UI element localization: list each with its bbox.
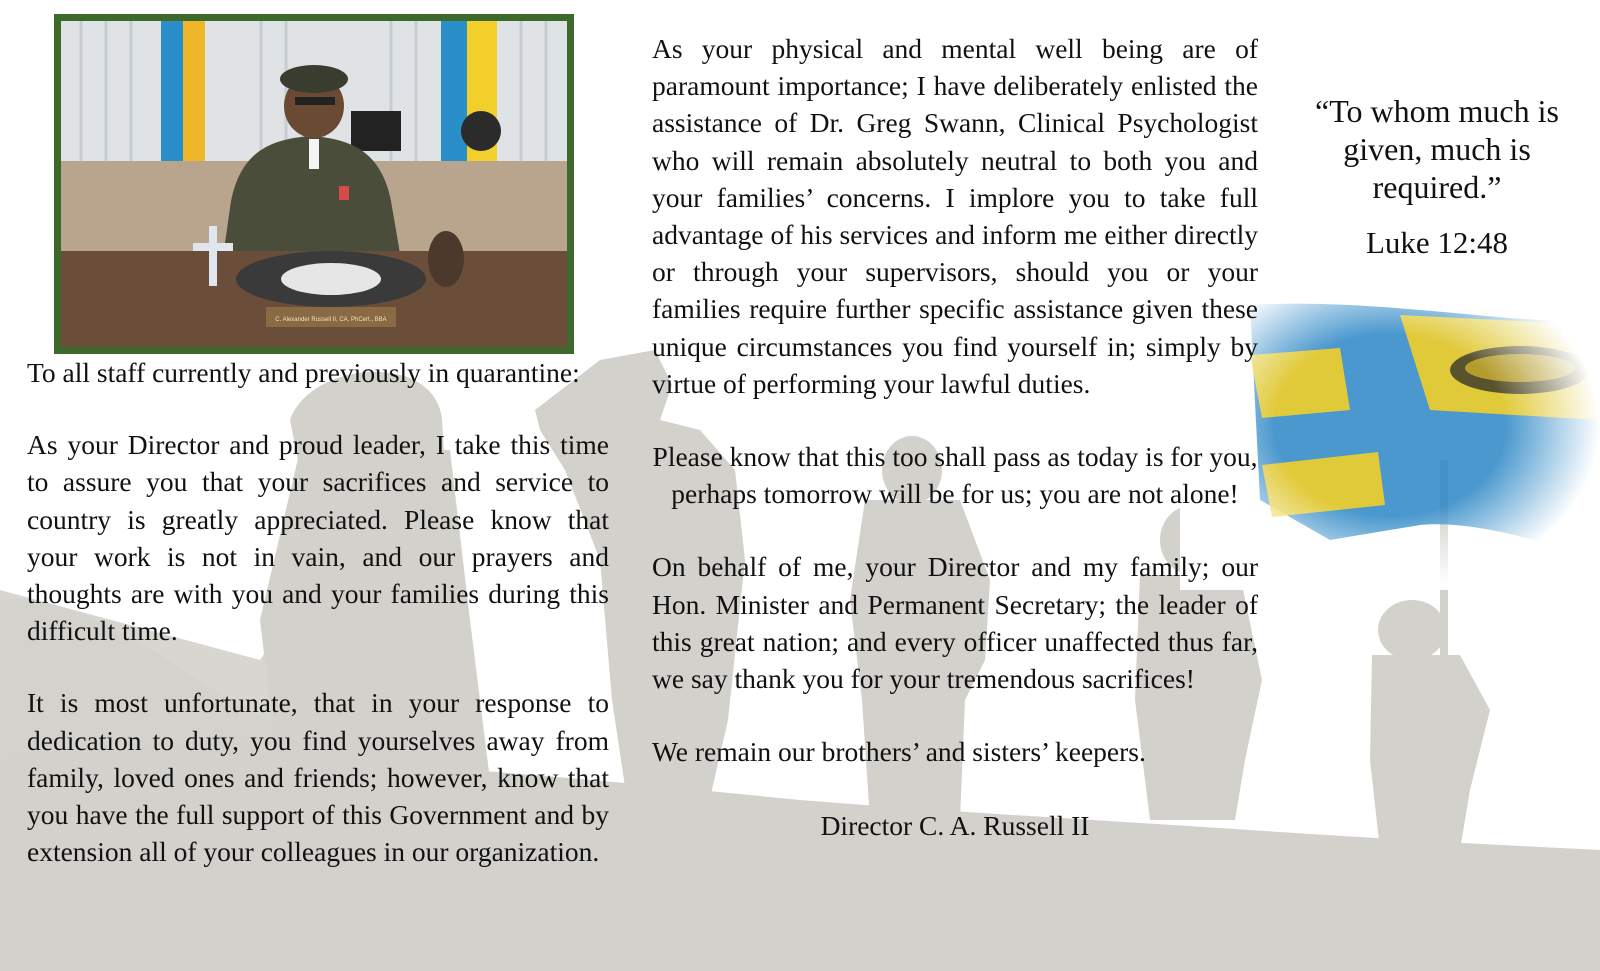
nameplate-text: C. Alexander Russell II, CA, PhCert., BBA — [275, 317, 387, 323]
salutation: To all staff currently and previously in quarantine: — [27, 357, 580, 388]
director-photo — [54, 14, 574, 354]
middle-paragraph-2: Please know that this too shall pass as today is for you, perhaps tomorrow will be for us; you are not alone! — [652, 441, 1258, 510]
left-column — [27, 354, 609, 870]
middle-paragraph-4: We remain our brothers’ and sisters’ keepers. — [652, 736, 1146, 768]
left-paragraph-1: As your Director and proud leader, I take this time to assure you that your sacrifices and service to country is greatly appreciated. Please know that your work is not in vain, and our prayers and thoughts are with you and your families during this difficult time. — [27, 429, 609, 647]
scripture-quote — [1292, 92, 1582, 262]
quote-reference: Luke 12:48 — [1365, 225, 1509, 260]
middle-column — [652, 30, 1258, 845]
middle-paragraph-1: As your physical and mental well being are of paramount importance; I have deliberately enlisted the assistance of Dr. Greg Swann, Clinical Psychologist who will remain absolutely neutral to both you and your families’ concerns. I implore you to take full advantage of his services and inform me either directly or through your supervisors, should you or your families require further specific assistance given these unique circumstances you find yourself in; simply by virtue of performing your lawful duties. — [652, 33, 1258, 399]
signature: Director C. A. Russell II — [820, 810, 1090, 842]
quote-text: “To whom much is given, much is required.” — [1315, 93, 1559, 205]
left-paragraph-2: It is most unfortunate, that in your response to dedication to duty, you find yourselves away from family, loved ones and friends; however, know that you have the full support of this Government and by extension all of your colleagues in our organization. — [27, 687, 609, 868]
middle-paragraph-3: On behalf of me, your Director and my family; our Hon. Minister and Permanent Secretary; the leader of this great nation; and every officer unaffected thus far, we say thank you for your tremendous sacrifices! — [652, 551, 1258, 695]
